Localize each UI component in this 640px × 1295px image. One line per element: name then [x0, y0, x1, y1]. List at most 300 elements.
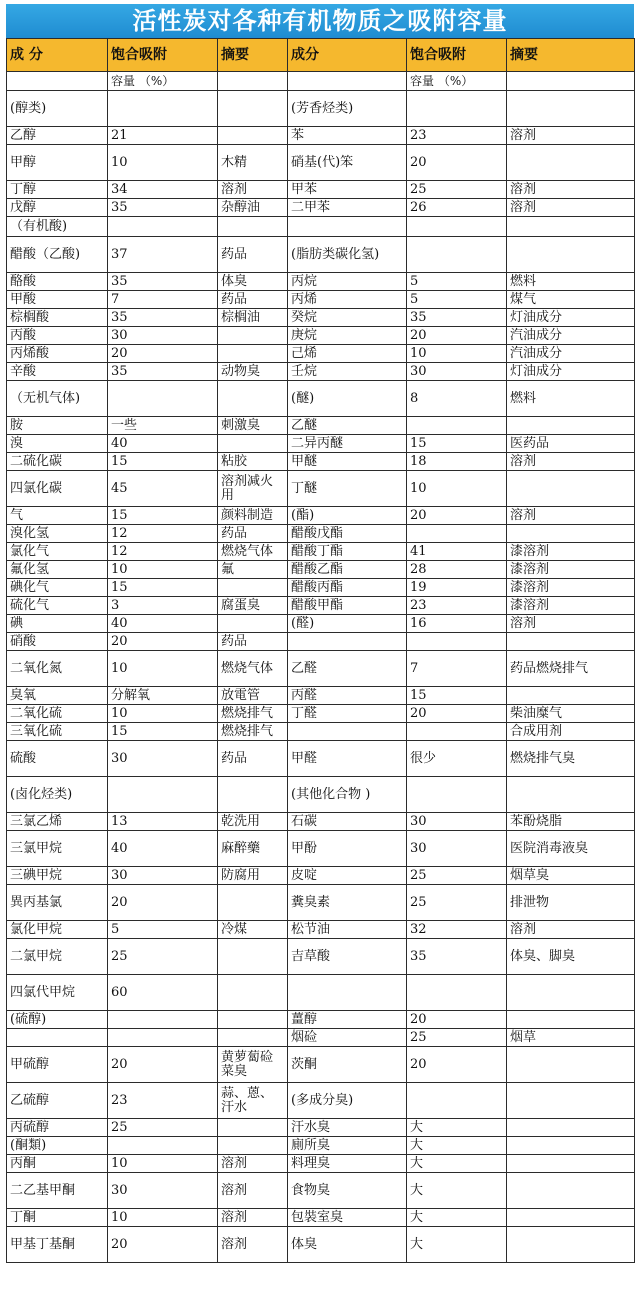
summary-2-cell: 漆溶剂: [507, 543, 635, 561]
component-cell: 胺: [7, 417, 108, 435]
summary-cell: [218, 939, 288, 975]
summary-2-cell: 燃料: [507, 381, 635, 417]
adsorption-2-cell: 5: [407, 273, 507, 291]
table-row: [7, 1083, 635, 1119]
adsorption-cell: 35: [108, 363, 218, 381]
unit-label-2: 容量 （%）: [407, 72, 507, 91]
component-2-cell: 吉草酸: [288, 939, 407, 975]
summary-cell: 溶剂: [218, 1155, 288, 1173]
adsorption-cell: 10: [108, 1155, 218, 1173]
component-cell: 氯化气: [7, 543, 108, 561]
component-2-cell: 料理臭: [288, 1155, 407, 1173]
summary-cell: 防腐用: [218, 867, 288, 885]
unit-cell-empty: [7, 72, 108, 91]
summary-2-cell: 医院消毒液臭: [507, 831, 635, 867]
component-2-cell: (脂肪类碳化氢): [288, 237, 407, 273]
summary-cell: 冷煤: [218, 921, 288, 939]
component-2-cell: 乙醛: [288, 651, 407, 687]
table-row: [7, 181, 635, 199]
component-2-cell: 糞臭素: [288, 885, 407, 921]
summary-2-cell: 漆溶剂: [507, 579, 635, 597]
summary-cell: 木精: [218, 145, 288, 181]
unit-label: 容量 （%）: [108, 72, 218, 91]
table-row: [7, 127, 635, 145]
summary-2-cell: 汽油成分: [507, 327, 635, 345]
summary-cell: 乾洗用: [218, 813, 288, 831]
adsorption-cell: 10: [108, 651, 218, 687]
component-cell: 氟化氢: [7, 561, 108, 579]
component-2-cell: 硝基(代)笨: [288, 145, 407, 181]
adsorption-2-cell: [407, 975, 507, 1011]
table-row: [7, 561, 635, 579]
component-2-cell: 烟硷: [288, 1029, 407, 1047]
component-2-cell: 茨酮: [288, 1047, 407, 1083]
table-row: [7, 1047, 635, 1083]
summary-2-cell: 合成用剂: [507, 723, 635, 741]
component-2-cell: 甲醚: [288, 453, 407, 471]
adsorption-cell: 20: [108, 345, 218, 363]
table-row: [7, 831, 635, 867]
table-row: [7, 975, 635, 1011]
summary-cell: 溶剂: [218, 1173, 288, 1209]
summary-2-cell: 燃烧排气臭: [507, 741, 635, 777]
adsorption-2-cell: 25: [407, 867, 507, 885]
summary-cell: 药品: [218, 741, 288, 777]
adsorption-cell: 3: [108, 597, 218, 615]
component-2-cell: 甲醛: [288, 741, 407, 777]
summary-cell: [218, 777, 288, 813]
summary-2-cell: 燃料: [507, 273, 635, 291]
table-row: [7, 453, 635, 471]
adsorption-2-cell: 19: [407, 579, 507, 597]
adsorption-cell: 13: [108, 813, 218, 831]
header-row: [7, 39, 635, 72]
table-row: [7, 291, 635, 309]
component-2-cell: 乙醚: [288, 417, 407, 435]
component-cell: （有机酸): [7, 217, 108, 237]
adsorption-cell: 35: [108, 309, 218, 327]
adsorption-cell: 25: [108, 1119, 218, 1137]
table-row: [7, 867, 635, 885]
table-row: [7, 1011, 635, 1029]
unit-cell-empty: [288, 72, 407, 91]
adsorption-2-cell: 20: [407, 507, 507, 525]
summary-2-cell: [507, 1209, 635, 1227]
adsorption-2-cell: 18: [407, 453, 507, 471]
summary-cell: 溶剂: [218, 1227, 288, 1263]
summary-cell: [218, 381, 288, 417]
table-row: [7, 217, 635, 237]
adsorption-2-cell: 30: [407, 363, 507, 381]
component-2-cell: 丙醛: [288, 687, 407, 705]
summary-cell: 黄萝蔔硷菜臭: [218, 1047, 288, 1083]
summary-cell: [218, 217, 288, 237]
adsorption-2-cell: 25: [407, 181, 507, 199]
adsorption-cell: 25: [108, 939, 218, 975]
component-2-cell: 己烯: [288, 345, 407, 363]
adsorption-cell: 12: [108, 525, 218, 543]
component-cell: 溴化氢: [7, 525, 108, 543]
summary-2-cell: [507, 633, 635, 651]
adsorption-cell: 60: [108, 975, 218, 1011]
summary-cell: 溶剂减火用: [218, 471, 288, 507]
component-cell: 丁醇: [7, 181, 108, 199]
adsorption-2-cell: 很少: [407, 741, 507, 777]
summary-2-cell: [507, 1047, 635, 1083]
adsorption-cell: 45: [108, 471, 218, 507]
adsorption-cell: 7: [108, 291, 218, 309]
adsorption-2-cell: 15: [407, 435, 507, 453]
adsorption-2-cell: 30: [407, 813, 507, 831]
adsorption-cell: 20: [108, 1227, 218, 1263]
adsorption-2-cell: 41: [407, 543, 507, 561]
component-2-cell: [288, 975, 407, 1011]
component-2-cell: 丙烯: [288, 291, 407, 309]
table-row: [7, 543, 635, 561]
summary-cell: 杂醇油: [218, 199, 288, 217]
summary-2-cell: 汽油成分: [507, 345, 635, 363]
summary-cell: 棕榈油: [218, 309, 288, 327]
table-body: [7, 39, 635, 1263]
adsorption-2-cell: 10: [407, 345, 507, 363]
summary-2-cell: 医药品: [507, 435, 635, 453]
component-cell: 硝酸: [7, 633, 108, 651]
component-2-cell: (酯): [288, 507, 407, 525]
adsorption-2-cell: [407, 525, 507, 543]
component-2-cell: [288, 633, 407, 651]
component-cell: 三氧化硫: [7, 723, 108, 741]
table-row: [7, 705, 635, 723]
component-cell: 气: [7, 507, 108, 525]
summary-2-cell: [507, 1227, 635, 1263]
adsorption-2-cell: 23: [407, 127, 507, 145]
adsorption-cell: [108, 1137, 218, 1155]
component-cell: 甲基丁基酮: [7, 1227, 108, 1263]
adsorption-2-cell: 大: [407, 1137, 507, 1155]
adsorption-2-cell: 35: [407, 309, 507, 327]
adsorption-cell: 15: [108, 579, 218, 597]
table-row: [7, 1209, 635, 1227]
component-cell: 溴: [7, 435, 108, 453]
component-cell: 甲醇: [7, 145, 108, 181]
adsorption-cell: 20: [108, 885, 218, 921]
component-cell: 甲硫醇: [7, 1047, 108, 1083]
table-row: [7, 1155, 635, 1173]
component-cell: [7, 1029, 108, 1047]
adsorption-cell: 35: [108, 199, 218, 217]
component-cell: 甲酸: [7, 291, 108, 309]
summary-2-cell: [507, 1119, 635, 1137]
adsorption-2-cell: 大: [407, 1227, 507, 1263]
component-cell: 二氯甲烷: [7, 939, 108, 975]
unit-row: [7, 72, 635, 91]
table-row: [7, 471, 635, 507]
summary-cell: 氟: [218, 561, 288, 579]
summary-cell: [218, 885, 288, 921]
table-row: [7, 813, 635, 831]
component-2-cell: (多成分臭): [288, 1083, 407, 1119]
component-cell: 四氯化碳: [7, 471, 108, 507]
summary-2-cell: 苯酚烧脂: [507, 813, 635, 831]
component-2-cell: 丙烷: [288, 273, 407, 291]
summary-2-cell: [507, 1137, 635, 1155]
table-row: [7, 145, 635, 181]
summary-cell: 颜料制造: [218, 507, 288, 525]
component-cell: 碘化气: [7, 579, 108, 597]
adsorption-2-cell: 32: [407, 921, 507, 939]
adsorption-cell: 15: [108, 453, 218, 471]
table-row: [7, 687, 635, 705]
summary-cell: 药品: [218, 633, 288, 651]
component-2-cell: 丁醛: [288, 705, 407, 723]
component-cell: 二氧化硫: [7, 705, 108, 723]
adsorption-cell: 30: [108, 741, 218, 777]
header-component: 成 分: [7, 39, 108, 72]
adsorption-cell: 20: [108, 1047, 218, 1083]
adsorption-table: [6, 38, 635, 1263]
page-title: 活性炭对各种有机物质之吸附容量: [6, 4, 634, 38]
adsorption-cell: 21: [108, 127, 218, 145]
adsorption-cell: 一些: [108, 417, 218, 435]
adsorption-2-cell: [407, 1083, 507, 1119]
summary-2-cell: 药品燃烧排气: [507, 651, 635, 687]
component-cell: 丙硫醇: [7, 1119, 108, 1137]
component-cell: 丙酮: [7, 1155, 108, 1173]
summary-cell: 溶剂: [218, 1209, 288, 1227]
adsorption-2-cell: 20: [407, 705, 507, 723]
summary-cell: [218, 615, 288, 633]
summary-2-cell: 溶剂: [507, 921, 635, 939]
adsorption-2-cell: 30: [407, 831, 507, 867]
component-2-cell: 廁所臭: [288, 1137, 407, 1155]
summary-2-cell: [507, 1083, 635, 1119]
summary-2-cell: [507, 217, 635, 237]
component-cell: 辛酸: [7, 363, 108, 381]
header-saturated-adsorption-2: 饱合吸附: [407, 39, 507, 72]
component-2-cell: 庚烷: [288, 327, 407, 345]
summary-cell: 燃烧排气: [218, 705, 288, 723]
adsorption-2-cell: 大: [407, 1155, 507, 1173]
adsorption-cell: [108, 381, 218, 417]
unit-cell-empty: [507, 72, 635, 91]
summary-cell: 燃烧气体: [218, 543, 288, 561]
summary-cell: 体臭: [218, 273, 288, 291]
adsorption-cell: 30: [108, 867, 218, 885]
component-2-cell: (其他化合物 ): [288, 777, 407, 813]
adsorption-2-cell: 大: [407, 1173, 507, 1209]
adsorption-2-cell: [407, 417, 507, 435]
summary-2-cell: [507, 471, 635, 507]
component-2-cell: 醋酸甲酯: [288, 597, 407, 615]
table-row: [7, 435, 635, 453]
summary-cell: [218, 975, 288, 1011]
adsorption-2-cell: [407, 723, 507, 741]
adsorption-cell: [108, 217, 218, 237]
adsorption-2-cell: 7: [407, 651, 507, 687]
summary-2-cell: 排泄物: [507, 885, 635, 921]
adsorption-cell: 10: [108, 561, 218, 579]
component-2-cell: 醋酸戊酯: [288, 525, 407, 543]
summary-cell: 燃烧排气: [218, 723, 288, 741]
component-2-cell: (醚): [288, 381, 407, 417]
adsorption-2-cell: 15: [407, 687, 507, 705]
table-row: [7, 939, 635, 975]
adsorption-cell: 40: [108, 615, 218, 633]
summary-2-cell: 灯油成分: [507, 309, 635, 327]
summary-cell: [218, 435, 288, 453]
table-row: [7, 91, 635, 127]
component-cell: 醋酸（乙酸): [7, 237, 108, 273]
table-row: [7, 525, 635, 543]
adsorption-2-cell: 20: [407, 1011, 507, 1029]
table-row: [7, 507, 635, 525]
summary-2-cell: [507, 525, 635, 543]
component-2-cell: 二异丙醚: [288, 435, 407, 453]
component-cell: (卤化烃类): [7, 777, 108, 813]
adsorption-cell: 40: [108, 831, 218, 867]
adsorption-cell: 40: [108, 435, 218, 453]
summary-cell: [218, 1137, 288, 1155]
summary-cell: 刺激臭: [218, 417, 288, 435]
component-2-cell: 包裝室臭: [288, 1209, 407, 1227]
adsorption-cell: 10: [108, 145, 218, 181]
component-cell: (酮類): [7, 1137, 108, 1155]
table-row: [7, 345, 635, 363]
adsorption-cell: 23: [108, 1083, 218, 1119]
summary-cell: [218, 1119, 288, 1137]
component-cell: 硫化气: [7, 597, 108, 615]
summary-cell: 溶剂: [218, 181, 288, 199]
adsorption-cell: 5: [108, 921, 218, 939]
component-2-cell: 食物臭: [288, 1173, 407, 1209]
adsorption-2-cell: [407, 217, 507, 237]
adsorption-cell: [108, 91, 218, 127]
adsorption-2-cell: 25: [407, 885, 507, 921]
adsorption-cell: [108, 1029, 218, 1047]
adsorption-2-cell: 16: [407, 615, 507, 633]
summary-2-cell: 烟草: [507, 1029, 635, 1047]
summary-2-cell: [507, 975, 635, 1011]
table-row: [7, 363, 635, 381]
header-saturated-adsorption: 饱合吸附: [108, 39, 218, 72]
adsorption-2-cell: 8: [407, 381, 507, 417]
component-cell: 硫酸: [7, 741, 108, 777]
component-cell: 四氯代甲烷: [7, 975, 108, 1011]
adsorption-cell: 12: [108, 543, 218, 561]
adsorption-2-cell: 26: [407, 199, 507, 217]
table-row: [7, 1227, 635, 1263]
summary-2-cell: 溶剂: [507, 181, 635, 199]
component-cell: 二乙基甲酮: [7, 1173, 108, 1209]
component-cell: 丁酮: [7, 1209, 108, 1227]
summary-cell: 燃烧气体: [218, 651, 288, 687]
summary-2-cell: [507, 777, 635, 813]
summary-cell: [218, 327, 288, 345]
component-2-cell: 石碳: [288, 813, 407, 831]
summary-cell: 药品: [218, 291, 288, 309]
component-cell: (硫醇): [7, 1011, 108, 1029]
summary-cell: [218, 127, 288, 145]
summary-cell: 粘胶: [218, 453, 288, 471]
table-row: [7, 1137, 635, 1155]
summary-2-cell: 煤气: [507, 291, 635, 309]
summary-2-cell: 灯油成分: [507, 363, 635, 381]
table-row: [7, 651, 635, 687]
component-2-cell: [288, 217, 407, 237]
component-2-cell: 甲酚: [288, 831, 407, 867]
table-row: [7, 597, 635, 615]
adsorption-2-cell: 28: [407, 561, 507, 579]
component-2-cell: 苯: [288, 127, 407, 145]
summary-2-cell: 溶剂: [507, 199, 635, 217]
component-cell: 三氯甲烷: [7, 831, 108, 867]
summary-cell: [218, 91, 288, 127]
component-cell: 三氯乙烯: [7, 813, 108, 831]
table-row: [7, 723, 635, 741]
adsorption-2-cell: 大: [407, 1209, 507, 1227]
component-cell: （无机气体): [7, 381, 108, 417]
adsorption-2-cell: [407, 777, 507, 813]
component-cell: 酪酸: [7, 273, 108, 291]
header-summary: 摘要: [218, 39, 288, 72]
table-row: [7, 1119, 635, 1137]
summary-cell: 药品: [218, 525, 288, 543]
adsorption-cell: 10: [108, 705, 218, 723]
component-2-cell: 薑醇: [288, 1011, 407, 1029]
component-cell: 乙硫醇: [7, 1083, 108, 1119]
summary-2-cell: [507, 1173, 635, 1209]
adsorption-cell: 15: [108, 507, 218, 525]
adsorption-cell: 37: [108, 237, 218, 273]
summary-2-cell: [507, 1155, 635, 1173]
summary-2-cell: [507, 417, 635, 435]
component-2-cell: (醛): [288, 615, 407, 633]
adsorption-2-cell: 10: [407, 471, 507, 507]
header-component-2: 成分: [288, 39, 407, 72]
adsorption-cell: [108, 1011, 218, 1029]
adsorption-2-cell: [407, 237, 507, 273]
summary-cell: 动物臭: [218, 363, 288, 381]
table-row: [7, 633, 635, 651]
summary-cell: 麻醉藥: [218, 831, 288, 867]
component-cell: 棕榈酸: [7, 309, 108, 327]
adsorption-2-cell: 20: [407, 145, 507, 181]
table-row: [7, 273, 635, 291]
component-cell: (醇类): [7, 91, 108, 127]
summary-2-cell: [507, 1011, 635, 1029]
adsorption-2-cell: 20: [407, 327, 507, 345]
table-row: [7, 327, 635, 345]
summary-2-cell: 烟草臭: [507, 867, 635, 885]
summary-2-cell: 溶剂: [507, 453, 635, 471]
adsorption-cell: 分解氧: [108, 687, 218, 705]
table-row: [7, 381, 635, 417]
adsorption-cell: 30: [108, 327, 218, 345]
adsorption-cell: [108, 777, 218, 813]
summary-2-cell: [507, 91, 635, 127]
component-cell: 臭氧: [7, 687, 108, 705]
table-row: [7, 1173, 635, 1209]
summary-cell: 腐蛋臭: [218, 597, 288, 615]
component-2-cell: 汗水臭: [288, 1119, 407, 1137]
table-row: [7, 417, 635, 435]
adsorption-2-cell: [407, 91, 507, 127]
adsorption-cell: 20: [108, 633, 218, 651]
component-2-cell: 醋酸丙酯: [288, 579, 407, 597]
summary-cell: [218, 579, 288, 597]
component-2-cell: 皮啶: [288, 867, 407, 885]
table-row: [7, 615, 635, 633]
